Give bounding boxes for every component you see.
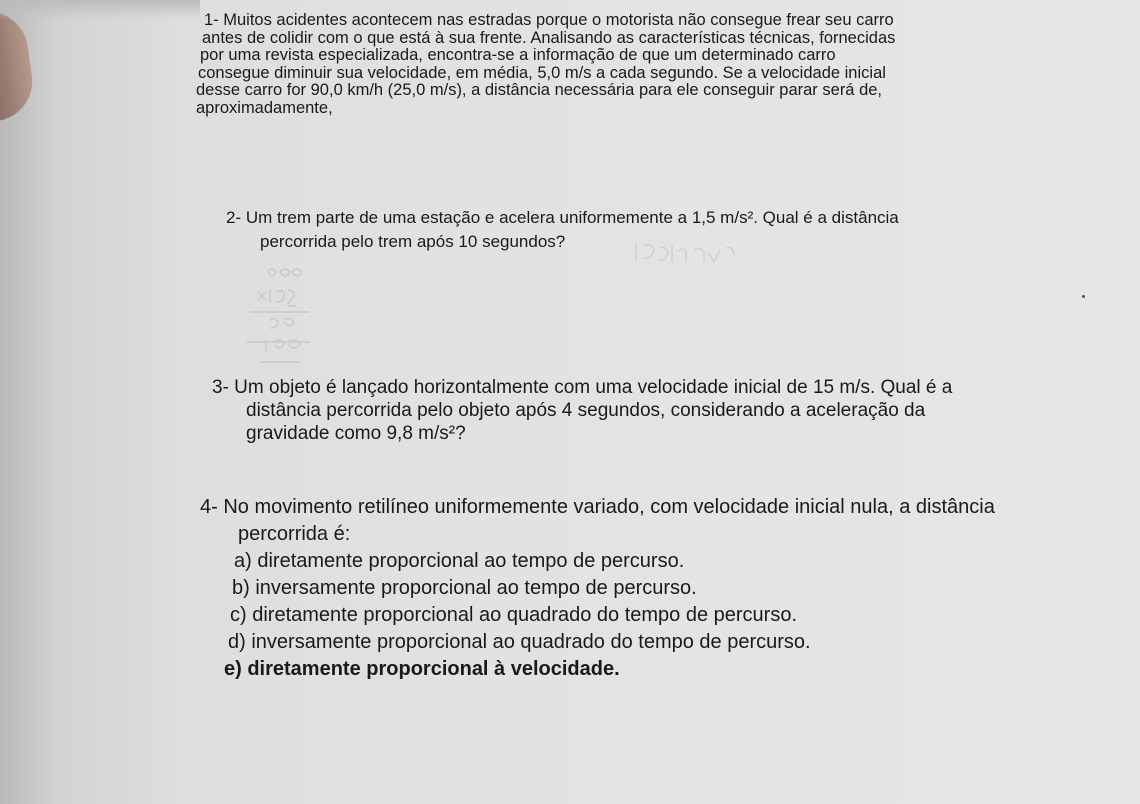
question-4-line: percorrida é:: [238, 523, 351, 545]
question-4: [200, 494, 995, 683]
pencil-calculation-scribble: [240, 262, 330, 372]
question-4-line: 4- No movimento retilíneo uniformemente variado, com velocidade inicial nula, a distância: [200, 496, 995, 518]
option-c: c) diretamente proporcional ao quadrado do tempo de percurso.: [230, 604, 798, 626]
question-1-line: consegue diminuir sua velocidade, em média, 5,0 m/s a cada segundo. Se a velocidade inicial: [198, 63, 886, 82]
question-3-line: 3- Um objeto é lançado horizontalmente com uma velocidade inicial de 15 m/s. Qual é a: [212, 377, 953, 398]
question-3-line: distância percorrida pelo objeto após 4 segundos, considerando a aceleração da: [246, 400, 926, 421]
question-1-line: antes de colidir com o que está à sua frente. Analisando as características técnicas, fornecidas: [202, 28, 896, 47]
option-b: b) inversamente proporcional ao tempo de percurso.: [232, 577, 697, 599]
question-2-line: percorrida pelo trem após 10 segundos?: [260, 232, 566, 251]
question-2-line: 2- Um trem parte de uma estação e acelera uniformemente a 1,5 m/s². Qual é a distância: [226, 208, 899, 227]
question-3-line: gravidade como 9,8 m/s²?: [246, 423, 466, 444]
question-1-line: por uma revista especializada, encontra-se a informação de que um determinado carro: [200, 46, 836, 64]
pencil-scribble: [632, 238, 742, 268]
option-d: d) inversamente proporcional ao quadrado do tempo de percurso.: [228, 631, 811, 653]
paper-speck: [1082, 295, 1085, 298]
question-1-line: 1- Muitos acidentes acontecem nas estradas porque o motorista não consegue frear seu carro: [204, 11, 894, 29]
question-1-line: desse carro for 90,0 km/h (25,0 m/s), a distância necessária para ele conseguir parar será de,: [196, 81, 883, 99]
option-a: a) diretamente proporcional ao tempo de percurso.: [234, 550, 685, 572]
question-1: [196, 12, 895, 117]
option-e: e) diretamente proporcional à velocidade.: [224, 658, 620, 680]
question-2: [226, 206, 899, 254]
question-3: [212, 376, 952, 445]
question-1-line: aproximadamente,: [196, 98, 333, 117]
